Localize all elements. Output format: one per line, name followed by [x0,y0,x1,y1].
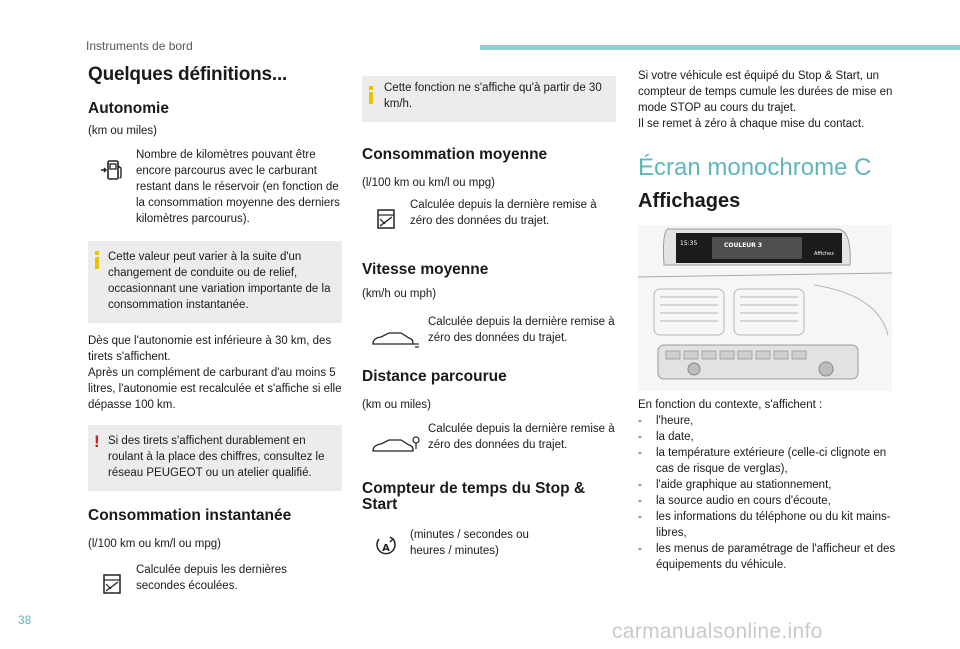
list-item: - la température extérieure (celle-ci clignote en cas de risque de verglas), [638,447,887,475]
instant-row [88,562,342,596]
unit-distance: (km ou miles) [362,399,432,411]
screen-line1: COULEUR 3 [724,242,763,249]
info-text-speed: Cette fonction ne s'affiche qu'à partir de 30 km/h. [384,82,602,110]
stopstart-description: (minutes / secondes ou heures / minutes) [410,529,529,557]
vitesse-description: Calculée depuis la dernière remise à zéro des données du trajet. [428,316,615,344]
car-speed-icon [362,314,428,350]
mono-screen-title: Écran monochrome C [638,154,872,181]
page-title: Quelques définitions... [88,64,288,85]
info-icon [369,86,373,104]
header-bar [480,45,960,50]
warning-box [88,425,342,491]
info-text-autonomie: Cette valeur peut varier à la suite d'un changement de conduite ou de relief, occasionnant une variation importante de la consommation instantanée. [108,251,331,311]
unit-vitesse: (km/h ou mph) [362,288,437,300]
autonomie-para1: Dès que l'autonomie est inférieure à 30 km, des tirets s'affichent. [88,335,332,363]
unit-instant: (l/100 km ou km/l ou mpg) [88,538,221,550]
list-item: - les menus de paramétrage de l'afficheur et des équipements du véhicule. [638,543,896,571]
consumption-icon [88,562,136,596]
instant-description: Calculée depuis les dernières secondes écoulées. [136,564,287,592]
affichages-title: Affichages [638,190,741,212]
heading-vitesse: Vitesse moyenne [362,261,489,278]
watermark: carmanualsonline.info [612,620,823,643]
autonomie-description: Nombre de kilomètres pouvant être encore parcourus avec le carburant restant dans le réservoir (en fonction de la consommation moyenne des derniers kilomètres parcourus). [136,149,340,225]
svg-text:A: A [382,543,390,554]
info-box-speed [362,76,616,122]
heading-instant: Consommation instantanée [88,507,292,524]
column-left [88,64,342,596]
column-right [638,68,898,573]
stopstart-row [362,527,616,559]
moyenne-description: Calculée depuis la dernière remise à zéro des données du trajet. [410,199,597,227]
heading-stopstart: Compteur de temps du Stop & Start [362,480,586,513]
list-item: - les informations du téléphone ou du kit mains-libres, [638,511,891,539]
info-box-autonomie [88,241,342,323]
display-list [638,413,898,573]
list-item: - l'aide graphique au stationnement, [638,479,832,491]
autonomie-row [88,147,342,227]
page-number: 38 [18,613,32,627]
stopstart-para2: Il se remet à zéro à chaque mise du contact. [638,118,865,130]
info-icon [95,251,99,269]
list-item: - l'heure, [638,415,694,427]
stop-start-icon [362,527,410,559]
heading-moyenne: Consommation moyenne [362,146,548,163]
display-intro: En fonction du contexte, s'affichent : [638,399,823,411]
section-header: Instruments de bord [86,39,193,53]
vitesse-row [362,314,616,350]
heading-autonomie: Autonomie [88,100,169,117]
screen-time: 15:35 [680,240,698,247]
list-item: - la date, [638,431,694,443]
dashboard-illustration [638,225,892,391]
column-middle [362,76,616,559]
distance-row [362,421,616,457]
consumption-icon [362,197,410,231]
moyenne-row [362,197,616,231]
unit-moyenne: (l/100 km ou km/l ou mpg) [362,177,495,189]
heading-distance: Distance parcourue [362,368,507,385]
fuel-pump-icon [88,147,136,185]
unit-autonomie: (km ou miles) [88,125,158,137]
warning-icon: ! [94,432,100,451]
warning-text: Si des tirets s'affichent durablement en roulant à la place des chiffres, consultez le réseau PEUGEOT ou un atelier qualifié. [108,435,325,479]
car-distance-icon [362,421,428,457]
list-item: - la source audio en cours d'écoute, [638,495,831,507]
autonomie-para2: Après un complément de carburant d'au moins 5 litres, l'autonomie est recalculée et s'affiche si elle dépasse 100 km. [88,367,342,411]
distance-description: Calculée depuis la dernière remise à zéro des données du trajet. [428,423,615,451]
screen-line2: Affichez [814,251,834,257]
stopstart-para1: Si votre véhicule est équipé du Stop & Start, un compteur de temps cumule les durées de mise en mode STOP au cours du trajet. [638,70,893,114]
